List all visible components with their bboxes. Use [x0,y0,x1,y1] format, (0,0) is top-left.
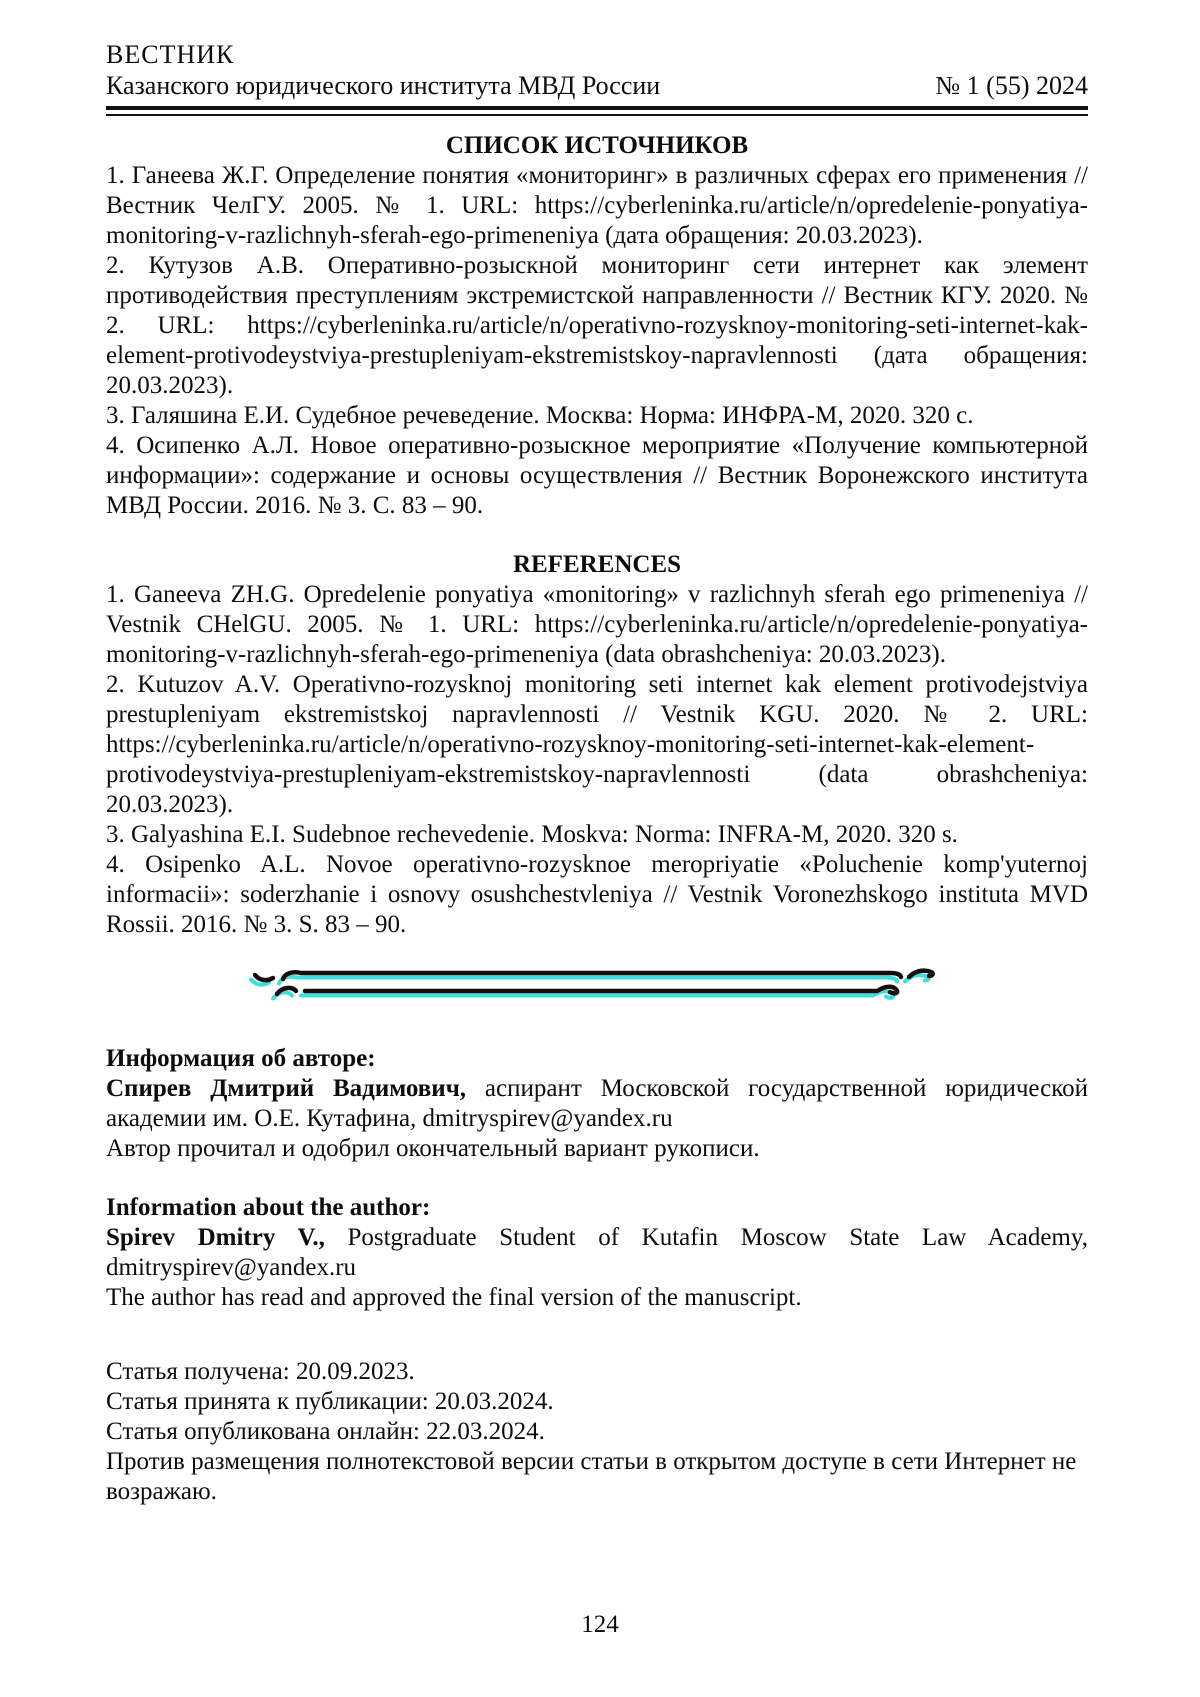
issue-number: № 1 (55) 2024 [935,71,1088,100]
author-info-en [106,1193,1088,1313]
reference-item: 3. Galyashina E.I. Sudebnoe rechevedenie. Moskva: Norma: INFRA-M, 2020. 320 s. [106,821,958,848]
author-info-ru [106,1044,1088,1164]
reference-item: 1. Ганеева Ж.Г. Определение понятия «мониторинг» в различных сферах его применения // Вестник ЧелГУ. 2005. № 1. URL: https://cyberleninka.ru/article/n/opredelenie-ponyatiya-monitoring-v-razlichnyh-sferah-ego-primeneniya (дата обращения: 20.03.2023). [106,162,1088,249]
sources-list [106,161,1088,521]
divider-wrap [106,960,1088,1004]
author-info-ru-line [106,1074,1088,1134]
author-name-en: Spirev Dmitry V., [106,1224,325,1251]
date-published-online: Статья опубликована онлайн: 22.03.2024. [106,1418,545,1445]
ornamental-divider-icon [247,960,947,1004]
header-double-rule [106,106,1088,116]
article-dates [106,1357,1088,1507]
reference-item: 2. Kutuzov A.V. Operativno-rozysknoj monitoring seti internet kak element protivodejstviya prestupleniyam ekstremistskoj napravlennosti // Vestnik KGU. 2020. № 2. URL: https://cyberleninka.ru/article/n/operativno-rozysknoy-monitoring-seti-internet-kak-element-protivodeystviya-prestupleniyam-ekstremistskoy-napravlennosti (data obrashcheniya: 20.03.2023). [106,671,1088,818]
date-received: Статья получена: 20.09.2023. [106,1358,415,1385]
author-info-en-heading: Information about the author: [106,1194,431,1221]
journal-subtitle: Казанского юридического института МВД России [106,71,661,100]
page-number: 124 [581,1611,619,1638]
open-access-note: Против размещения полнотекстовой версии статьи в открытом доступе в сети Интернет не возражаю. [106,1448,1077,1505]
references-list [106,580,1088,940]
reference-item: 2. Кутузов А.В. Оперативно-розыскной мониторинг сети интернет как элемент противодействия преступлениям экстремистской направленности // Вестник КГУ. 2020. № 2. URL: https://cyberleninka.ru/article/n/operativno-rozysknoy-monitoring-seti-internet-kak-element-protivodeystviya-prestupleniyam-ekstremistskoy-napravlennosti (дата обращения: 20.03.2023). [106,252,1088,399]
journal-name: ВЕСТНИК [106,40,235,69]
reference-item: 3. Галяшина Е.И. Судебное речеведение. Москва: Норма: ИНФРА-М, 2020. 320 с. [106,402,974,429]
sources-title: СПИСОК ИСТОЧНИКОВ [445,132,749,159]
author-details-en: Postgraduate Student of Kutafin Moscow State Law Academy, dmitryspirev@yandex.ru [106,1224,1088,1281]
date-accepted: Статья принята к публикации: 20.03.2024. [106,1388,554,1415]
page-header [106,40,1088,116]
author-info-ru-heading: Информация об авторе: [106,1045,376,1072]
author-details-ru: аспирант Московской государственной юридической академии им. О.Е. Кутафина, dmitryspirev@yandex.ru [106,1075,1088,1132]
author-note-en: The author has read and approved the final version of the manuscript. [106,1284,802,1311]
author-note-ru: Автор прочитал и одобрил окончательный вариант рукописи. [106,1135,760,1162]
author-name-ru: Спирев Дмитрий Вадимович, [106,1075,467,1102]
references-title: REFERENCES [512,551,682,578]
page-content [106,0,1088,1507]
reference-item: 4. Osipenko A.L. Novoe operativno-rozysknoe meropriyatie «Poluchenie komp'yuternoj informacii»: soderzhanie i osnovy osushchestvleniya // Vestnik Voronezhskogo instituta MVD Rossii. 2016. № 3. S. 83 – 90. [106,851,1088,938]
author-info-en-line [106,1223,1088,1283]
reference-item: 4. Осипенко А.Л. Новое оперативно-розыскное мероприятие «Получение компьютерной информации»: содержание и основы осуществления // Вестник Воронежского института МВД России. 2016. № 3. С. 83 – 90. [106,432,1088,519]
reference-item: 1. Ganeeva ZH.G. Opredelenie ponyatiya «monitoring» v razlichnyh sferah ego primeneniya // Vestnik CHelGU. 2005. № 1. URL: https://cyberleninka.ru/article/n/opredelenie-ponyatiya-monitoring-v-razlichnyh-sferah-ego-primeneniya (data obrashcheniya: 20.03.2023). [106,581,1088,668]
